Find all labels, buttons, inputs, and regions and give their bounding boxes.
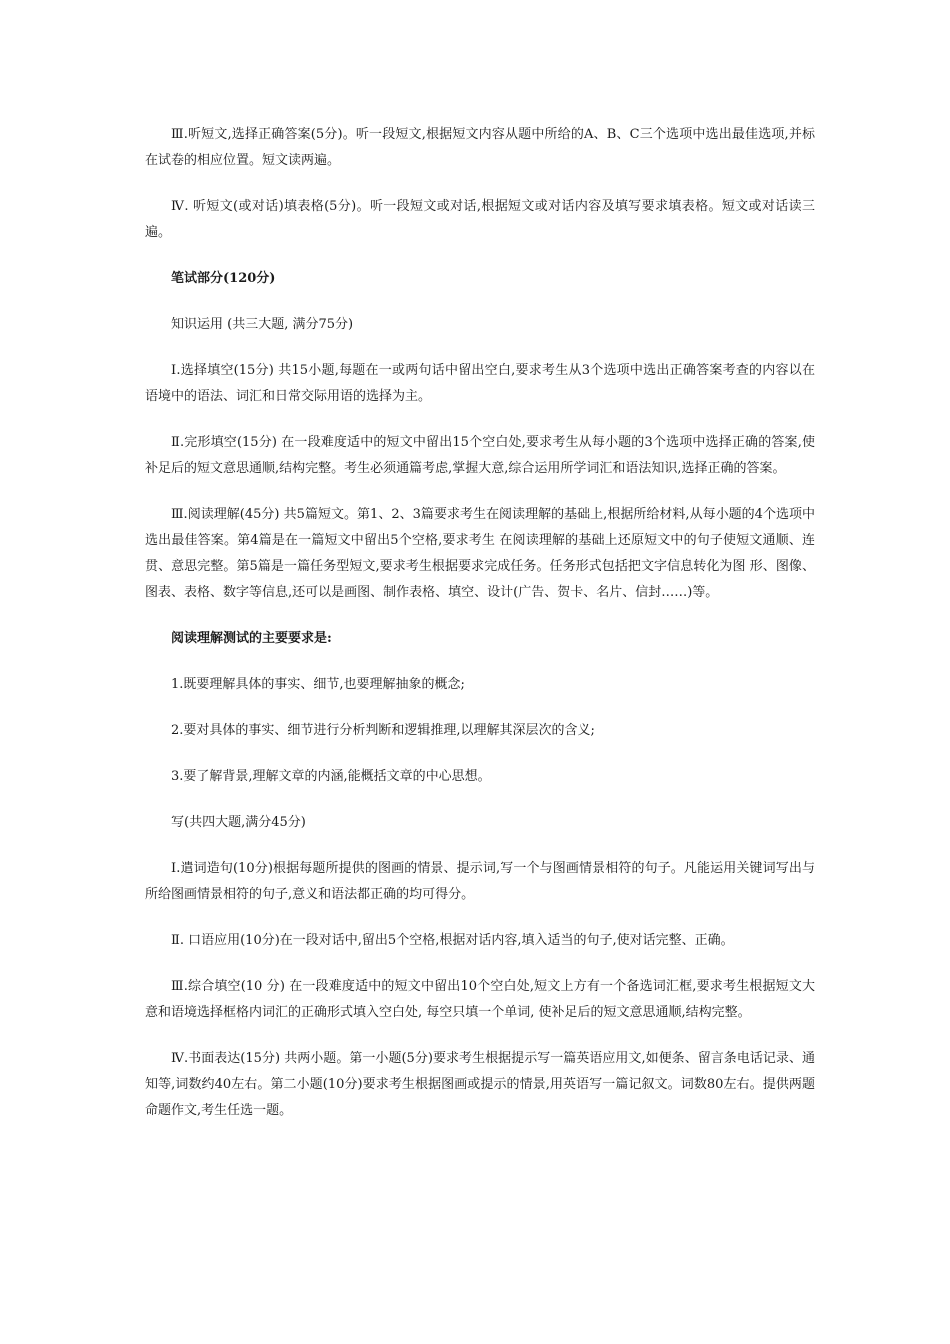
paragraph-reading: Ⅲ.阅读理解(45分) 共5篇短文。第1、2、3篇要求考生在阅读理解的基础上,根据所给材料,从每小题的4个选项中选出最佳答案。第4篇是在一篇短文中留出5个空格,要求考生 在阅读理解的基础上还原短文中的句子使短文通顺、连贯、意思完整。第5篇是一篇任务型短文,要求考生根据要求完成任务。任务形式包括把文字信息转化为图 形、图像、图表、表格、数字等信息,还可以是画图、制作表格、填空、设计(广告、贺卡、名片、信封……)等。 xyxy=(145,507,815,600)
subsection-heading-knowledge: 知识运用 (共三大题, 满分75分) xyxy=(171,317,354,332)
paragraph-choice-fill: Ⅰ.选择填空(15分) 共15小题,每题在一或两句话中留出空白,要求考生从3个选项中选出正确答案考查的内容以在语境中的语法、词汇和日常交际用语的选择为主。 xyxy=(145,363,815,404)
requirement-item-2: 2.要对具体的事实、细节进行分析判断和逻辑推理,以理解其深层次的含义; xyxy=(171,723,595,738)
paragraph-comprehensive-fill: Ⅲ.综合填空(10 分) 在一段难度适中的短文中留出10个空白处,短文上方有一个备选词汇框,要求考生根据短文大意和语境选择框格内词汇的正确形式填入空白处, 每空只填一个单词, 使补足后的短文意思通顺,结构完整。 xyxy=(145,979,815,1020)
paragraph-sentence-making: Ⅰ.遣词造句(10分)根据每题所提供的图画的情景、提示词,写一个与图画情景相符的句子。凡能运用关键词写出与所给图画情景相符的句子,意义和语法都正确的均可得分。 xyxy=(145,861,815,902)
section-heading-written: 笔试部分(120分) xyxy=(171,271,276,286)
heading-reading-requirements: 阅读理解测试的主要要求是: xyxy=(171,631,332,646)
document-page xyxy=(145,122,815,1124)
subsection-heading-writing: 写(共四大题,满分45分) xyxy=(171,815,306,830)
requirement-item-1: 1.既要理解具体的事实、细节,也要理解抽象的概念; xyxy=(171,677,465,692)
requirement-item-3: 3.要了解背景,理解文章的内涵,能概括文章的中心思想。 xyxy=(171,769,491,784)
paragraph-listening-iii: Ⅲ.听短文,选择正确答案(5分)。听一段短文,根据短文内容从题中所给的A、B、C三个选项中选出最佳选项,并标在试卷的相应位置。短文读两遍。 xyxy=(145,127,815,168)
paragraph-oral-use: Ⅱ. 口语应用(10分)在一段对话中,留出5个空格,根据对话内容,填入适当的句子,使对话完整、正确。 xyxy=(171,933,734,948)
paragraph-listening-iv: Ⅳ. 听短文(或对话)填表格(5分)。听一段短文或对话,根据短文或对话内容及填写要求填表格。短文或对话读三遍。 xyxy=(145,199,815,240)
paragraph-cloze: Ⅱ.完形填空(15分) 在一段难度适中的短文中留出15个空白处,要求考生从每小题的3个选项中选择正确的答案,使补足后的短文意思通顺,结构完整。考生必须通篇考虑,掌握大意,综合运用所学词汇和语法知识,选择正确的答案。 xyxy=(145,435,815,476)
paragraph-written-expression: Ⅳ.书面表达(15分) 共两小题。第一小题(5分)要求考生根据提示写一篇英语应用文,如便条、留言条电话记录、通知等,词数约40左右。第二小题(10分)要求考生根据图画或提示的情景,用英语写一篇记叙文。词数80左右。提供两题命题作文,考生任选一题。 xyxy=(145,1051,815,1118)
